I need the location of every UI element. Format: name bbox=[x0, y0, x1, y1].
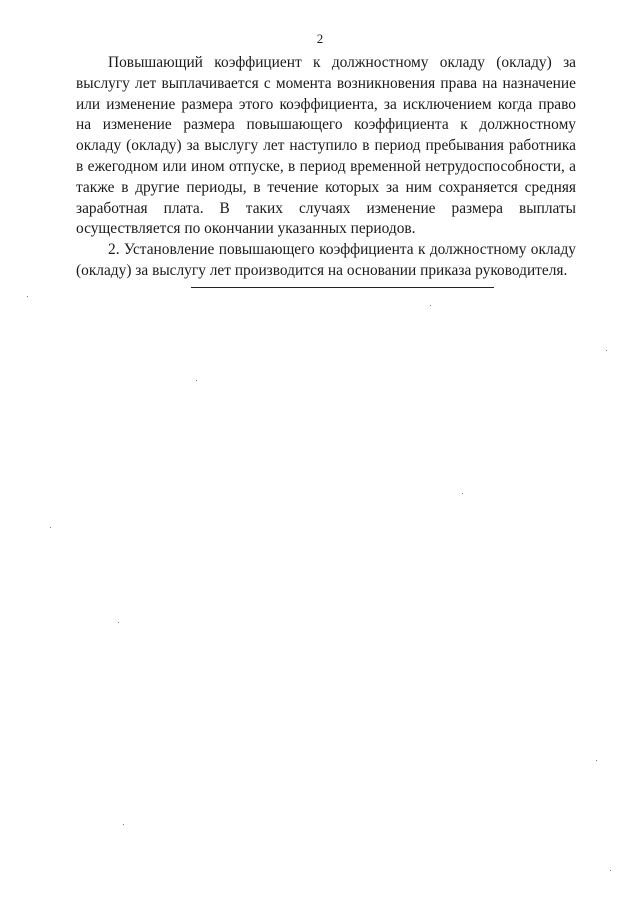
scan-speck bbox=[123, 824, 124, 825]
scan-speck bbox=[118, 622, 119, 623]
scan-speck bbox=[610, 870, 611, 871]
document-body bbox=[76, 53, 576, 282]
scan-speck bbox=[462, 493, 463, 494]
scan-speck bbox=[430, 305, 431, 306]
paragraph-coefficient-establishment: 2. Установление повышающего коэффициента к должностному окладу (окладу) за выслугу лет производится на основании приказа руководителя. bbox=[76, 241, 576, 279]
scan-speck bbox=[50, 527, 51, 528]
scan-speck bbox=[196, 380, 197, 381]
page-number: 2 bbox=[316, 31, 324, 46]
scan-speck bbox=[27, 296, 28, 297]
scan-speck bbox=[596, 760, 597, 761]
scan-speck bbox=[606, 350, 607, 351]
closing-rule bbox=[191, 287, 494, 288]
paragraph-coefficient-payment: Повышающий коэффициент к должностному окладу (окладу) за выслугу лет выплачивается с момента возникновения права на назначение или изменение размера этого коэффициента, за исключением когда право на изменение размера повышающего коэффициента к должностному окладу (окладу) за выслугу лет наступило в период пребывания работника в ежегодном или ином отпуске, в период временной нетрудоспособности, а также в другие периоды, в течение которых за ним сохраняется средняя заработная плата. В таких случаях изменение размера выплаты осуществляется по окончании указанных периодов. bbox=[76, 54, 576, 238]
